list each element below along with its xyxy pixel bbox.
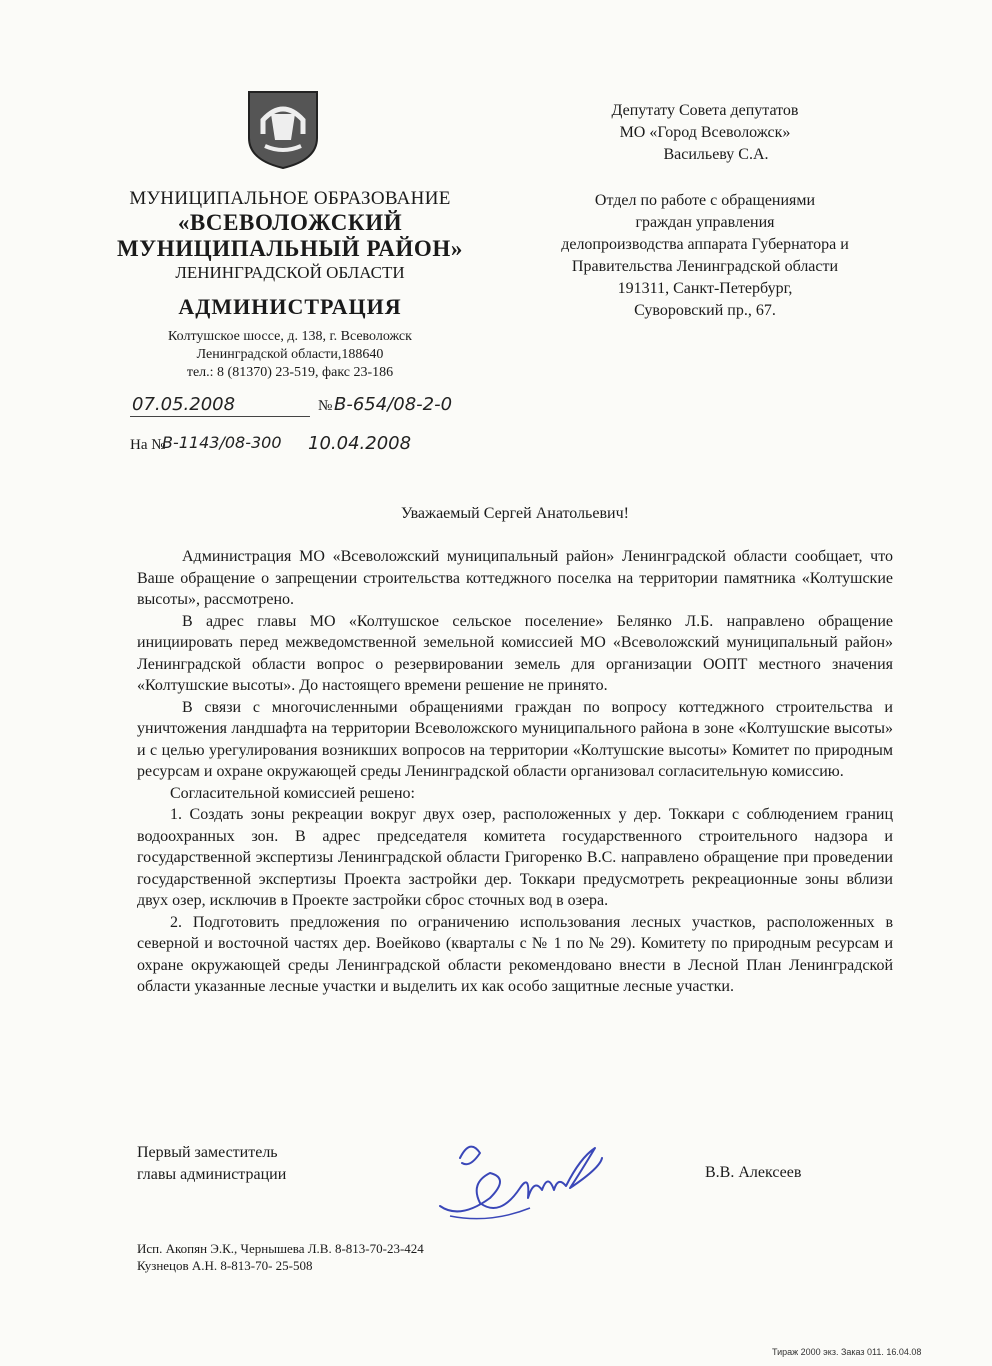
registration-date: 07.05.2008 xyxy=(132,394,236,415)
administration-title: АДМИНИСТРАЦИЯ xyxy=(178,294,402,319)
department-line1: Отдел по работе с обращениями xyxy=(594,192,816,209)
department-line6: Суворовский пр., 67. xyxy=(634,302,776,319)
reply-line xyxy=(130,433,490,459)
paragraph-1: Администрация МО «Всеволожский муниципальный район» Ленинградской области сообщает, что Ваше обращение о запрещении строительства коттеджного поселка на территории памятника «Колтушские высоты», рассмотрено. xyxy=(137,548,893,608)
position-line1: Первый заместитель xyxy=(137,1144,278,1161)
addressee-line1: Депутату Совета депутатов xyxy=(611,102,799,119)
greeting: Уважаемый Сергей Анатольевич! xyxy=(401,505,629,522)
signatory-position xyxy=(137,1142,286,1186)
org-name-line3: МУНИЦИПАЛЬНЫЙ РАЙОН» xyxy=(117,236,463,261)
handwritten-signature xyxy=(430,1128,610,1228)
executor-info xyxy=(137,1240,424,1274)
department-line3: делопроизводства аппарата Губернатора и xyxy=(561,236,849,253)
department-line5: 191311, Санкт-Петербург, xyxy=(617,280,793,297)
registration-number: В-654/08-2-0 xyxy=(334,394,453,415)
paragraph-4: Согласительной комиссией решено: xyxy=(170,784,415,802)
addressee-block xyxy=(515,100,895,322)
date-underline xyxy=(130,416,310,417)
phones-line: тел.: 8 (81370) 23-519, факс 23-186 xyxy=(186,365,394,380)
print-run-info: Тираж 2000 экз. Заказ 011. 16.04.08 xyxy=(772,1347,922,1357)
number-prefix: № xyxy=(318,398,333,414)
address-line2: Ленинградской области,188640 xyxy=(196,347,384,362)
department-line2: граждан управления xyxy=(635,214,775,231)
department-line4: Правительства Ленинградской области xyxy=(571,258,839,275)
reply-date: 10.04.2008 xyxy=(308,433,412,454)
paragraph-5: 1. Создать зоны рекреации вокруг двух озер, расположенных у дер. Токкари с соблюдением границ водоохранных зон. В адрес председателя комитета государственного строительного надзора и государственной экспертизы Ленинградской области Григоренко В.С. направлено обращение при проведении государственной экспертизы Проекта застройки дер. Токкари предусмотреть рекреационные зоны вблизи двух озер, исключив в Проекте застройки сброс сточных вод в озера. xyxy=(137,806,893,909)
reply-number: В-1143/08-300 xyxy=(162,433,282,452)
executor-line2: Кузнецов А.Н. 8-813-70- 25-508 xyxy=(137,1258,313,1273)
executor-line1: Исп. Акопян Э.К., Чернышева Л.В. 8-813-70-23-424 xyxy=(137,1241,424,1256)
paragraph-3: В связи с многочисленными обращениями граждан по вопросу коттеджного строительства и уничтожения ландшафта на территории Всеволожского муниципального района в зоне «Колтушские высоты» и с целью урегулирования возникших вопросов на территории «Колтушские высоты» Комитет по природным ресурсам и охране окружающей среды Ленинградской области организовал согласительную комиссию. xyxy=(137,698,893,780)
org-name-line1: МУНИЦИПАЛЬНОЕ ОБРАЗОВАНИЕ xyxy=(129,188,451,209)
letter-body xyxy=(137,546,893,998)
signatory-name: В.В. Алексеев xyxy=(705,1164,802,1181)
position-line2: главы администрации xyxy=(137,1166,287,1183)
reply-prefix: На № xyxy=(130,437,166,453)
addressee-line2: МО «Город Всеволожск» xyxy=(619,124,791,141)
address-line1: Колтушское шоссе, д. 138, г. Всеволожск xyxy=(168,329,412,344)
addressee-line3: Васильеву С.А. xyxy=(663,146,769,163)
coat-of-arms-emblem xyxy=(247,90,319,170)
paragraph-2: В адрес главы МО «Колтушское сельское поселение» Белянко Л.Б. направлено обращение инициировать перед межведомственной земельной комиссией МО «Всеволожский муниципальный район» Ленинградской области вопрос о резервировании земель для организации ООПТ местного значения «Колтушские высоты». До настоящего времени решение не принято. xyxy=(137,612,893,694)
letterhead xyxy=(100,188,480,382)
registration-line xyxy=(130,394,490,420)
org-name-line4: ЛЕНИНГРАДСКОЙ ОБЛАСТИ xyxy=(175,263,405,282)
paragraph-6: 2. Подготовить предложения по ограничению использования лесных участков, расположенных в северной и восточной частях дер. Воейково (кварталы с № 1 по № 29). Комитету по природным ресурсам и охране окружающей среды Ленинградской области рекомендовано внести в Лесной План Ленинградской области указанные лесные участки и выделить их как особо защитные лесные участки. xyxy=(137,913,893,995)
org-name-line2: «ВСЕВОЛОЖСКИЙ xyxy=(177,210,403,235)
